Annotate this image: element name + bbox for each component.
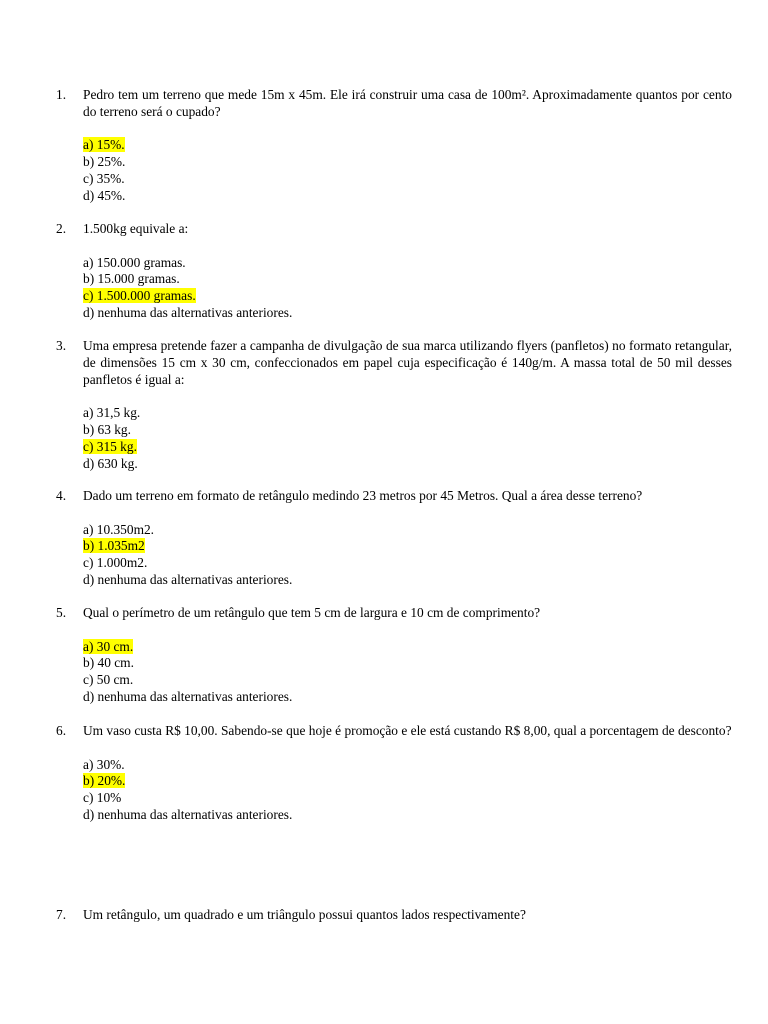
option-text: a) 10.350m2. <box>83 521 155 537</box>
option-text: c) 10% <box>83 790 122 806</box>
question-number: 7. <box>56 907 67 922</box>
option-text: b) 25%. <box>83 154 126 170</box>
question-7 <box>56 907 732 924</box>
option-c <box>83 439 732 456</box>
option-list <box>83 522 732 589</box>
question-number: 1. <box>56 87 67 102</box>
question-2 <box>56 221 732 322</box>
option-a <box>83 137 732 154</box>
question-text: Pedro tem um terreno que mede 15m x 45m. Ele irá construir uma casa de 100m². Aproximadamente quantos por cento do terreno será o cupado? <box>83 87 732 119</box>
question-6 <box>56 723 732 824</box>
question-number: 2. <box>56 221 67 236</box>
option-a <box>83 255 732 272</box>
option-c <box>83 288 732 305</box>
option-c <box>83 790 732 807</box>
highlighted-answer: c) 315 kg. <box>83 438 137 454</box>
highlighted-answer: a) 30 cm. <box>83 638 134 654</box>
option-text: b) 63 kg. <box>83 421 131 437</box>
option-text: d) nenhuma das alternativas anteriores. <box>83 304 293 320</box>
question-3 <box>56 338 732 472</box>
option-d <box>83 807 732 824</box>
highlighted-answer: b) 20%. <box>83 773 126 789</box>
highlighted-answer: c) 1.500.000 gramas. <box>83 288 196 304</box>
option-b <box>83 538 732 555</box>
question-text: Qual o perímetro de um retângulo que tem 5 cm de largura e 10 cm de comprimento? <box>83 605 541 620</box>
question-1 <box>56 87 732 205</box>
highlighted-answer: a) 15%. <box>83 137 125 153</box>
option-d <box>83 188 732 205</box>
question-number: 4. <box>56 488 67 503</box>
option-text: a) 31,5 kg. <box>83 405 141 421</box>
highlighted-answer: b) 1.035m2 <box>83 538 145 554</box>
question-text: Um vaso custa R$ 10,00. Sabendo-se que hoje é promoção e ele está custando R$ 8,00, qual a porcentagem de desconto? <box>83 723 732 738</box>
option-b <box>83 271 732 288</box>
option-c <box>83 171 732 188</box>
option-text: a) 30%. <box>83 756 125 772</box>
option-a <box>83 639 732 656</box>
question-number: 6. <box>56 723 67 738</box>
option-list <box>83 405 732 472</box>
option-b <box>83 773 732 790</box>
option-text: d) 630 kg. <box>83 455 138 471</box>
option-d <box>83 456 732 473</box>
question-4 <box>56 488 732 589</box>
option-d <box>83 572 732 589</box>
question-text: Dado um terreno em formato de retângulo medindo 23 metros por 45 Metros. Qual a área desse terreno? <box>83 488 643 503</box>
option-text: b) 15.000 gramas. <box>83 271 180 287</box>
question-text: 1.500kg equivale a: <box>83 221 189 236</box>
option-b <box>83 422 732 439</box>
option-text: d) nenhuma das alternativas anteriores. <box>83 571 293 587</box>
option-list <box>83 137 732 204</box>
question-text: Uma empresa pretende fazer a campanha de divulgação de sua marca utilizando flyers (panfletos) no formato retangular, de dimensões 15 cm x 30 cm, confeccionados em papel cuja especificação é 140g/m. A massa total de 50 mil desses panfletos é igual a: <box>83 338 732 387</box>
question-5 <box>56 605 732 706</box>
option-text: d) 45%. <box>83 187 126 203</box>
option-text: c) 35%. <box>83 170 125 186</box>
option-list <box>83 255 732 322</box>
option-b <box>83 154 732 171</box>
option-text: a) 150.000 gramas. <box>83 254 186 270</box>
option-text: b) 40 cm. <box>83 655 134 671</box>
option-a <box>83 405 732 422</box>
option-d <box>83 689 732 706</box>
option-a <box>83 522 732 539</box>
option-list <box>83 639 732 706</box>
option-text: c) 1.000m2. <box>83 555 148 571</box>
question-number: 5. <box>56 605 67 620</box>
option-c <box>83 672 732 689</box>
option-b <box>83 655 732 672</box>
option-text: d) nenhuma das alternativas anteriores. <box>83 688 293 704</box>
option-d <box>83 305 732 322</box>
question-text: Um retângulo, um quadrado e um triângulo possui quantos lados respectivamente? <box>83 907 526 922</box>
option-text: c) 50 cm. <box>83 672 134 688</box>
question-number: 3. <box>56 338 67 353</box>
option-a <box>83 757 732 774</box>
option-c <box>83 555 732 572</box>
option-list <box>83 757 732 824</box>
option-text: d) nenhuma das alternativas anteriores. <box>83 806 293 822</box>
